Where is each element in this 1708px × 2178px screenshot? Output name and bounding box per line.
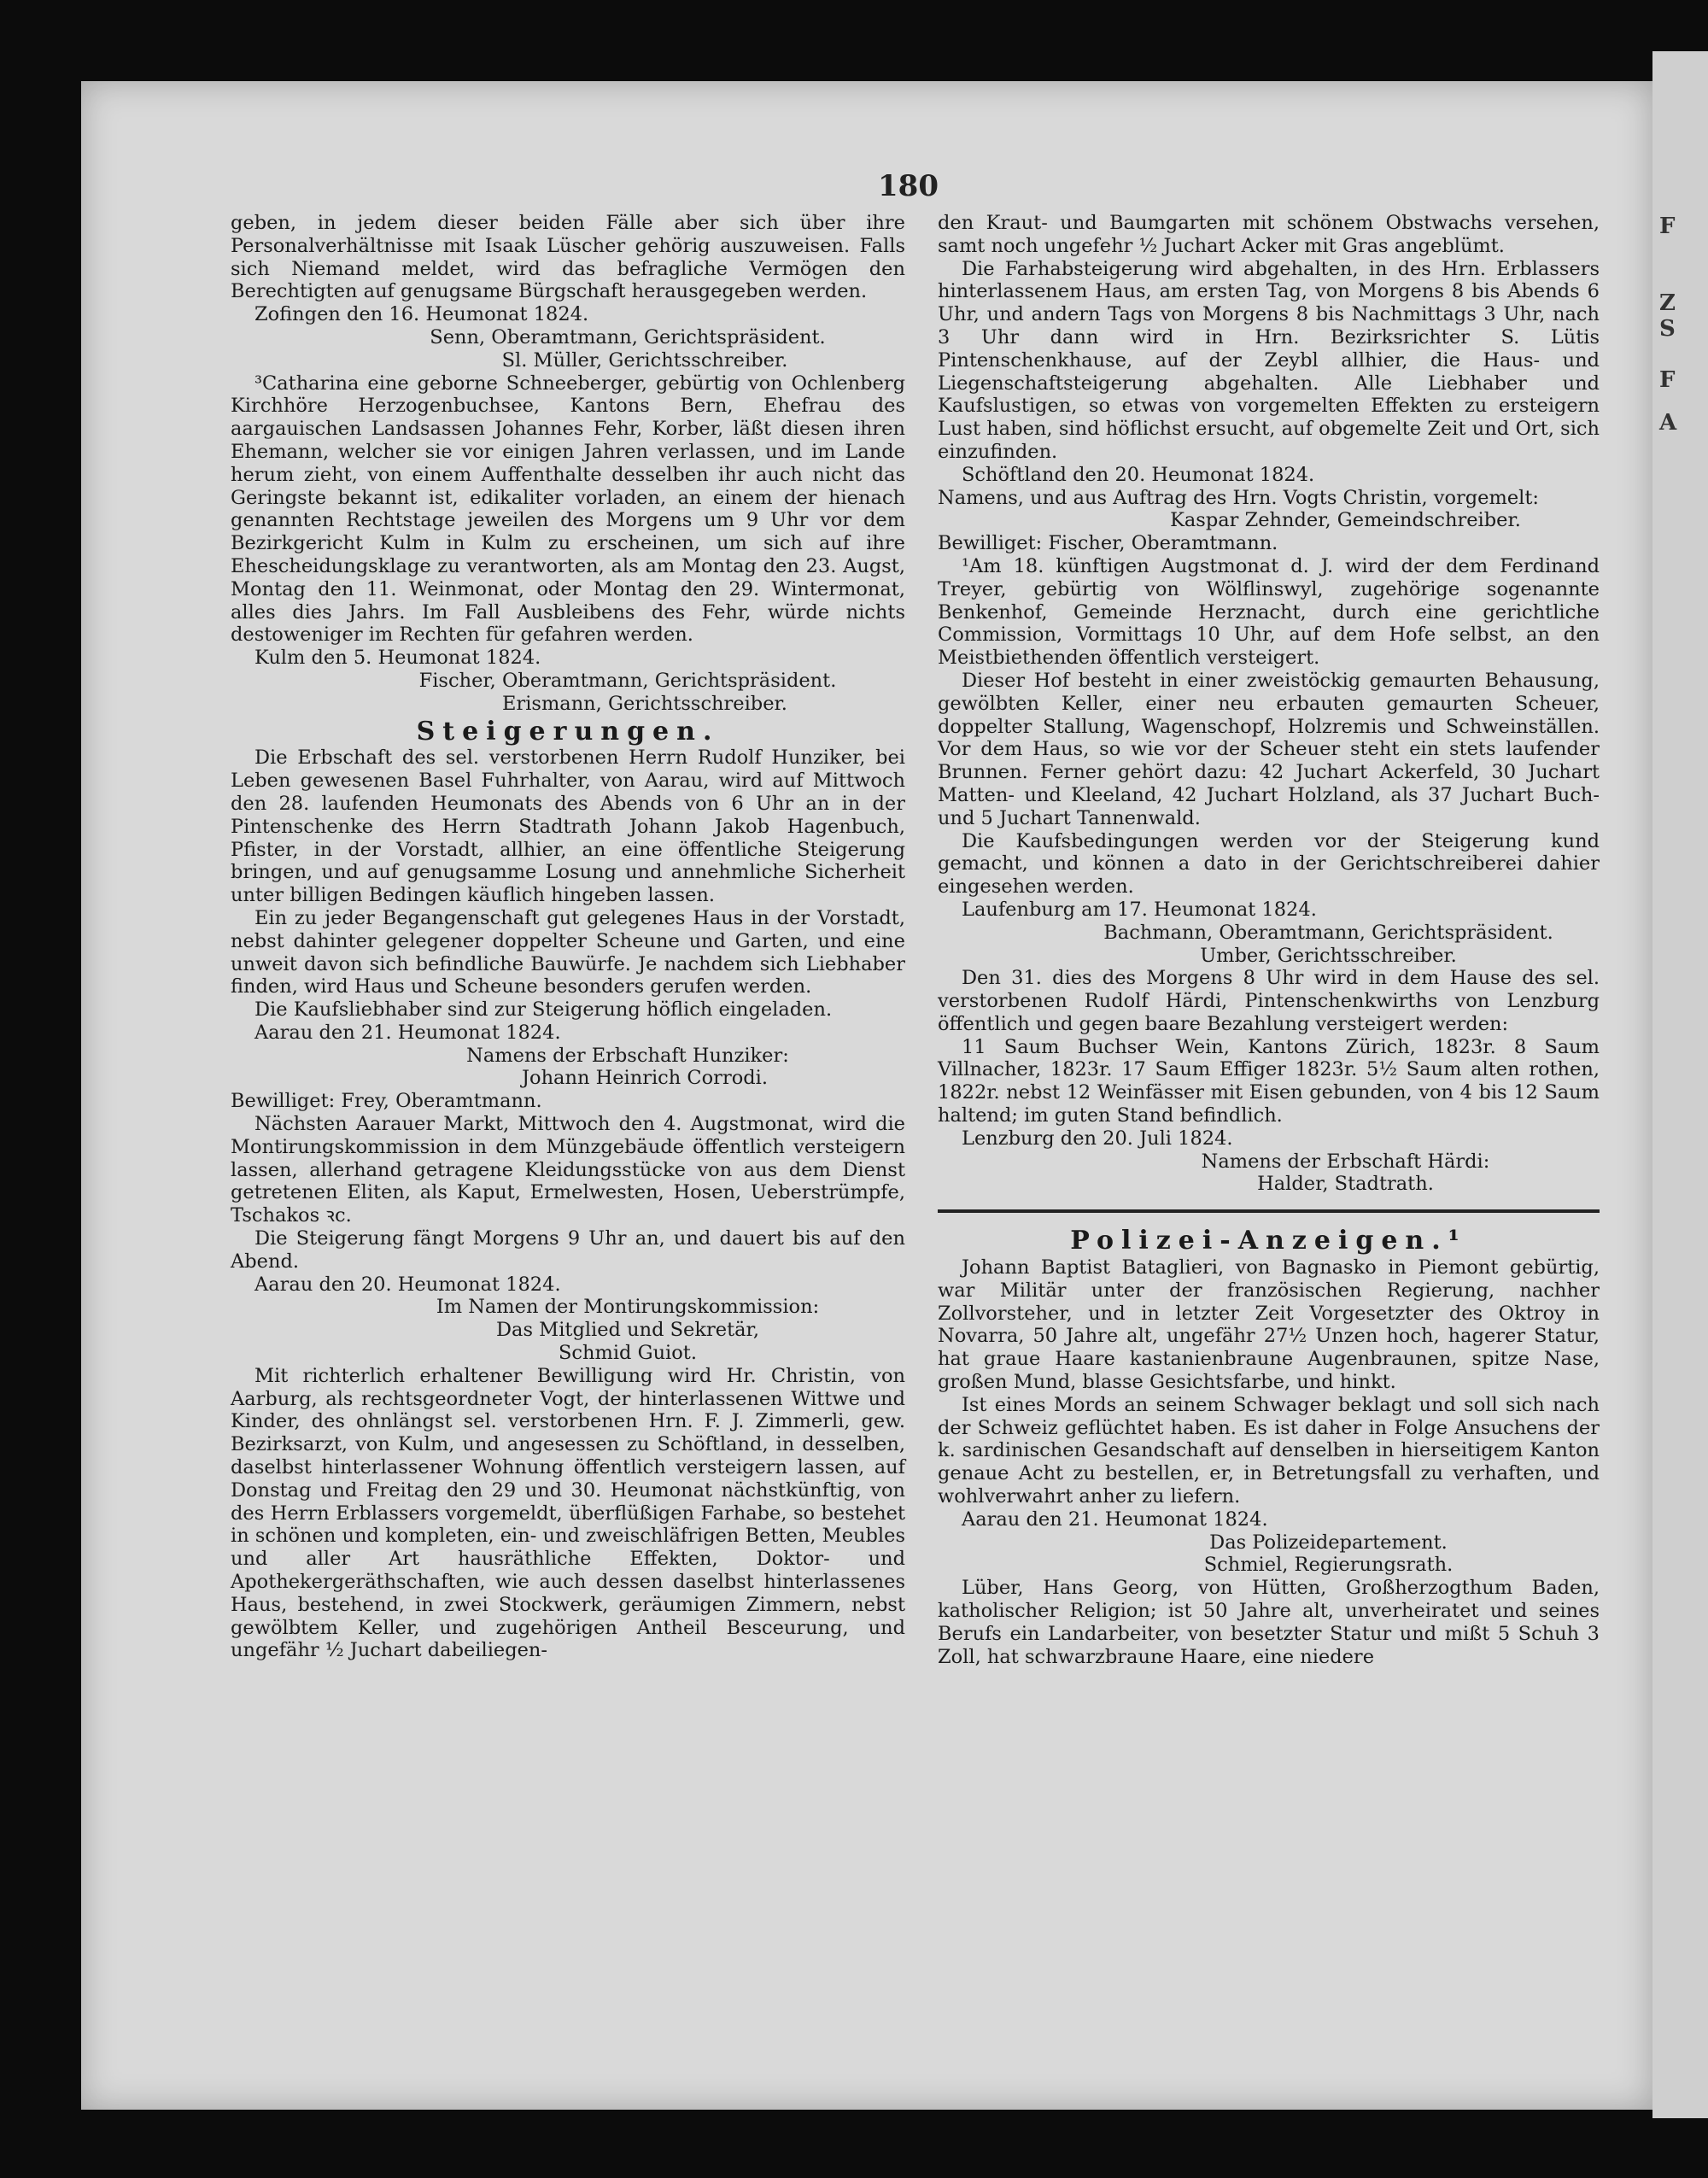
notice-signature: Namens der Erbschaft Härdi: — [1201, 1150, 1490, 1173]
notice-paragraph: Die Erbschaft des sel. verstorbenen Herrn Rudolf Hunziker, bei Leben gewesenen Basel Fuhrhalter, von Aarau, wird auf Mittwoch den 28. laufenden Heumonats des Abends von 6 Uhr an in der Pintenschenke des Herrn Stadtrath Johann Jakob Hagenbuch, Pfister, in der Vorstadt, allhier, an eine öffentliche Steigerung bringen, und auf genugsamme Losung und annehmliche Sicherheit unter billigen Bedingen käuflich hingeben lassen. — [231, 746, 905, 907]
notice-date: Aarau den 21. Heumonat 1824. — [254, 1021, 561, 1044]
notice-paragraph: geben, in jedem dieser beiden Fälle aber sich über ihre Personalverhältnisse mit Isaak Lüscher gehörig auszuweisen. Falls sich Niemand meldet, wird das befragliche Vermögen den Berechtigten auf genugsame Bürgschaft herausgegeben werden. — [231, 212, 905, 303]
notice-paragraph: Dieser Hof besteht in einer zweistöckig gemaurten Behausung, gewölbten Keller, einer neu erbauten gemaurten Scheuer, doppelter Stallung, Wagenschopf, Holzremis und Schweinställen. Vor dem Haus, so wie vor der Scheuer steht ein stets laufender Brunnen. Ferner gehört dazu: 42 Juchart Ackerfeld, 30 Juchart Matten- und Kleeland, 42 Juchart Holzland, als 37 Juchart Buch- und 5 Juchart Tannenwald. — [938, 669, 1600, 829]
notice-signature: Bachmann, Oberamtmann, Gerichtspräsident. — [1103, 921, 1553, 944]
notice-signature: Fischer, Oberamtmann, Gerichtspräsident. — [418, 669, 837, 692]
section-heading-steigerungen: Steigerungen. — [416, 716, 720, 746]
page-number: 180 — [878, 169, 939, 203]
notice-date: Laufenburg am 17. Heumonat 1824. — [962, 898, 1317, 921]
notice-paragraph: Den 31. dies des Morgens 8 Uhr wird in dem Hause des sel. verstorbenen Rudolf Härdi, Pintenschenkwirths von Lenzburg öffentlich und gegen baare Bezahlung versteigert werden: — [938, 967, 1600, 1035]
notice-date: Schöftland den 20. Heumonat 1824. — [962, 463, 1315, 486]
notice-date: Aarau den 21. Heumonat 1824. — [962, 1508, 1268, 1531]
notice-approval: Bewilliget: Fischer, Oberamtmann. — [938, 532, 1278, 555]
notice-signature: Umber, Gerichtsschreiber. — [1200, 944, 1457, 967]
notice-paragraph: Die Farhabsteigerung wird abgehalten, in des Hrn. Erblassers hinterlassenem Haus, am ersten Tag, von Morgens 8 bis Abends 6 Uhr, und andern Tags von Morgens 8 bis Nachmittags 3 Uhr, nach 3 Uhr dann wird in Hrn. Bezirksrichter S. Lütis Pintenschenkhause, auf der Zeybl allhier, die Haus- und Liegenschaftsteigerung abgehalten. Alle Liebhaber und Kaufslustigen, so etwas von vorgemelten Effekten zu ersteigern Lust haben, sind höflichst ersucht, auf obgemelte Zeit und Ort, sich einzufinden. — [938, 257, 1600, 463]
notice-date: Zofingen den 16. Heumonat 1824. — [254, 303, 589, 326]
notice-paragraph: Mit richterlich erhaltener Bewilligung wird Hr. Christin, von Aarburg, als rechtsgeordneter Vogt, der hinterlassenen Wittwe und Kinder, des ohnlängst sel. verstorbenen Hrn. F. J. Zimmerli, gew. Bezirksarzt, von Kulm, und angesessen zu Schöftland, in desselben, daselbst hinterlassener Wohnung öffentlich versteigern lassen, auf Donstag und Freitag den 29 und 30. Heumonat nächstkünftig, von des Herrn Erblassers vorgemeldt, überflüßigen Farhabe, so bestehet in schönen und kompleten, ein- und zweischläfrigen Betten, Meubles und aller Art hausräthliche Effekten, Doktor- und Apothekergeräthschaften, wie auch dessen daselbst hinterlassenes Haus, bestehend, in zwei Stockwerk, geräumigen Zimmern, nebst gewölbtem Keller, und zugehörigen Antheil Besceurung, und ungefähr ½ Juchart dabeiliegen- — [231, 1364, 905, 1662]
notice-signature: Namens der Erbschaft Hunziker: — [466, 1044, 789, 1067]
notice-signature: Erismann, Gerichtsschreiber. — [502, 692, 787, 715]
notice-approval: Bewilliget: Frey, Oberamtmann. — [231, 1090, 542, 1113]
notice-paragraph: Die Kaufsbedingungen werden vor der Steigerung kund gemacht, und können a dato in der Gerichtschreiberei dahier eingesehen werden. — [938, 829, 1600, 899]
notice-paragraph: 11 Saum Buchser Wein, Kantons Zürich, 1823r. 8 Saum Villnacher, 1823r. 17 Saum Effiger 1823r. 5½ Saum alten rothen, 1822r. nebst 12 Weinfässer mit Eisen gebunden, von 4 bis 12 Saum haltend; im guten Stand befindlich. — [938, 1035, 1600, 1127]
edge-fragment: Z — [1659, 290, 1676, 316]
notice-signature: Namens, und aus Auftrag des Hrn. Vogts Christin, vorgemelt: — [938, 486, 1539, 509]
notice-date: Lenzburg den 20. Juli 1824. — [962, 1127, 1233, 1150]
notice-date: Aarau den 20. Heumonat 1824. — [254, 1273, 561, 1296]
notice-signature: Das Polizeidepartement. — [1209, 1531, 1448, 1554]
notice-paragraph: den Kraut- und Baumgarten mit schönem Obstwachs versehen, samt noch ungefehr ½ Juchart Acker mit Gras angeblümt. — [938, 212, 1600, 257]
notice-paragraph: ¹Am 18. künftigen Augstmonat d. J. wird der dem Ferdinand Treyer, gebürtig von Wölflinswyl, zugehörige sogenannte Benkenhof, Gemeinde Herznacht, durch eine gerichtliche Commission, Vormittags 10 Uhr, auf dem Hofe selbst, an den Meistbiethenden öffentlich versteigert. — [938, 554, 1600, 670]
section-heading-polizei-anzeigen: Polizei-Anzeigen.¹ — [1070, 1226, 1467, 1256]
notice-paragraph: Die Kaufsliebhaber sind zur Steigerung höflich eingeladen. — [254, 998, 833, 1022]
notice-paragraph: Die Steigerung fängt Morgens 9 Uhr an, und dauert bis auf den Abend. — [231, 1227, 905, 1273]
next-page-edge — [1652, 51, 1708, 2118]
notice-paragraph: Nächsten Aarauer Markt, Mittwoch den 4. Augstmonat, wird die Montirungskommission in dem Münzgebäude öffentlich versteigern lassen, allerhand getragene Kleidungsstücke von aus dem Dienst getretenen Eliten, als Kaput, Ermelwesten, Hosen, Ueberstrümpfe, Tschakos ꝛc. — [231, 1113, 905, 1227]
notice-signature: Halder, Stadtrath. — [1257, 1173, 1434, 1196]
notice-paragraph: Lüber, Hans Georg, von Hütten, Großherzogthum Baden, katholischer Religion; ist 50 Jahre alt, unverheiratet und seines Berufs ein Landarbeiter, von besetzter Statur und mißt 5 Schuh 3 Zoll, hat schwarzbraune Haare, eine niedere — [938, 1577, 1600, 1668]
notice-signature: Schmiel, Regierungsrath. — [1203, 1554, 1454, 1577]
notice-paragraph: Ist eines Mords an seinem Schwager beklagt und soll sich nach der Schweiz geflüchtet haben. Es ist daher in Folge Ansuchens der k. sardinischen Gesandschaft auf denselben in hierseitigem Kanton genaue Acht zu bestellen, er, in Betretungsfall zu verhaften, und wohlverwahrt anher zu liefern. — [938, 1393, 1600, 1508]
notice-signature: Schmid Guiot. — [559, 1342, 697, 1365]
edge-fragment: F — [1659, 367, 1676, 393]
notice-date: Kulm den 5. Heumonat 1824. — [254, 647, 541, 670]
notice-signature: Johann Heinrich Corrodi. — [522, 1067, 768, 1090]
edge-fragment: A — [1659, 410, 1677, 436]
edge-fragment: F — [1659, 214, 1676, 239]
right-column — [938, 212, 1600, 1668]
notice-signature: Kaspar Zehnder, Gemeindschreiber. — [1170, 509, 1521, 532]
notice-paragraph: ³Catharina eine geborne Schneeberger, gebürtig von Ochlenberg Kirchhöre Herzogenbuchsee, Kantons Bern, Ehefrau des aargauischen Landsassen Johannes Fehr, Korber, läßt diesen ihren Ehemann, welcher sie vor einigen Jahren verlassen, und im Lande herum zieht, von einem Auffenthalte desselben ihr auch nicht das Geringste bekannt ist, edikaliter vorladen, an einem der hienach genannten Rechtstage jeweilen des Morgens um 9 Uhr vor dem Bezirkgericht Kulm in Kulm zu erscheinen, um sich auf ihre Ehescheidungsklage zu verantworten, als am Montag den 23. Augst, Montag den 11. Weinmonat, oder Montag den 29. Wintermonat, alles dies Jahrs. Im Fall Ausbleibens des Fehr, würde nichts destoweniger im Rechten für gefahren werden. — [231, 372, 905, 647]
notice-signature: Das Mitglied und Sekretär, — [496, 1319, 759, 1342]
notice-signature: Im Namen der Montirungskommission: — [436, 1296, 820, 1319]
edge-fragment: S — [1659, 316, 1676, 342]
notice-paragraph: Ein zu jeder Begangenschaft gut gelegenes Haus in der Vorstadt, nebst dahinter gelegener doppelter Scheune und Garten, und eine unweit davon sich befindliche Bauwürfe. Je nachdem sich Liebhaber finden, wird Haus und Scheune besonders gerufen werden. — [231, 906, 905, 998]
notice-signature: Sl. Müller, Gerichtsschreiber. — [501, 348, 788, 372]
section-divider — [938, 1209, 1600, 1213]
notice-signature: Senn, Oberamtmann, Gerichtspräsident. — [430, 325, 826, 348]
left-column — [231, 212, 905, 1662]
notice-paragraph: Johann Baptist Bataglieri, von Bagnasko in Piemont gebürtig, war Militär unter der französischen Regierung, nachher Zollvorsteher, und in letzter Zeit Vorgesetzter des Oktroy in Novarra, 50 Jahre alt, ungefähr 27½ Unzen hoch, hagerer Statur, hat graue Haare kastanienbraune Augenbraunen, spitze Nase, großen Mund, blasse Gesichtsfarbe, und hinkt. — [938, 1256, 1600, 1394]
